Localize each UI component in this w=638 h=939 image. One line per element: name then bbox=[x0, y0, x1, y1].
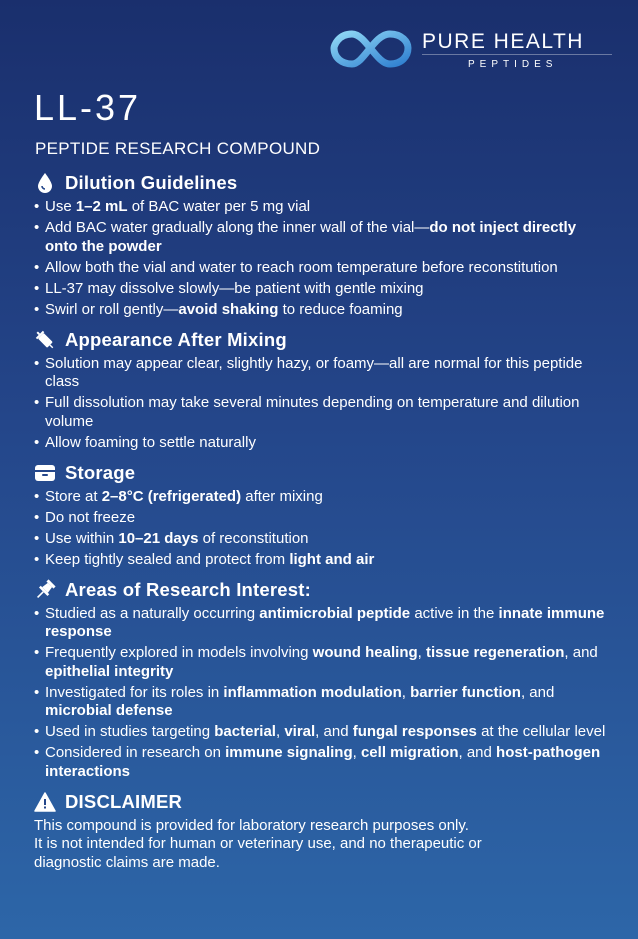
list-item bbox=[34, 644, 609, 681]
bold-text: fungal responses bbox=[352, 723, 477, 740]
text: Full dissolution may take several minutes depending on temperature and dilution volume bbox=[45, 394, 580, 430]
brand-subtitle: PEPTIDES bbox=[468, 59, 558, 70]
text: , and bbox=[458, 744, 497, 761]
text: of reconstitution bbox=[198, 529, 309, 547]
bold-text: epithelial integrity bbox=[45, 662, 174, 680]
list-item bbox=[34, 198, 609, 217]
section-appearance bbox=[34, 327, 609, 453]
list-item bbox=[34, 723, 609, 742]
list-item bbox=[34, 259, 609, 278]
bold-text: viral bbox=[284, 723, 316, 740]
section-header bbox=[34, 460, 609, 486]
text: , and bbox=[315, 723, 353, 740]
section-heading: Areas of Research Interest: bbox=[65, 578, 311, 600]
text: Swirl or roll gently— bbox=[45, 300, 179, 318]
brand-name: PURE HEALTH bbox=[422, 30, 584, 53]
section-heading: Storage bbox=[65, 461, 136, 483]
bold-text: wound healing bbox=[312, 644, 418, 661]
text: of BAC water per 5 mg vial bbox=[127, 198, 311, 215]
item-list bbox=[34, 198, 609, 319]
infinity-loop-icon bbox=[330, 26, 412, 70]
bold-text: 2–8°C (refrigerated) bbox=[101, 487, 242, 505]
text: Investigated for its roles in bbox=[45, 683, 224, 701]
text: Frequently explored in models involving bbox=[45, 644, 313, 661]
list-item bbox=[34, 355, 609, 392]
brand-divider bbox=[422, 54, 612, 55]
list-item bbox=[34, 530, 609, 549]
section-disclaimer bbox=[34, 789, 609, 873]
text: Add BAC water gradually along the inner wall of the vial— bbox=[45, 219, 430, 236]
bold-text: cell migration bbox=[360, 744, 459, 761]
disclaimer-line: diagnostic claims are made. bbox=[34, 853, 220, 871]
bold-text: innate immune response bbox=[45, 604, 605, 640]
text: Studied as a naturally occurring bbox=[45, 604, 260, 622]
content bbox=[34, 170, 609, 872]
bold-text: barrier function bbox=[410, 683, 521, 701]
bold-text: antimicrobial peptide bbox=[259, 604, 411, 622]
section-storage bbox=[34, 460, 609, 570]
brand-logo bbox=[330, 24, 620, 74]
list-item bbox=[34, 219, 609, 256]
list-item bbox=[34, 394, 609, 431]
section-header bbox=[34, 170, 609, 196]
section-header bbox=[34, 327, 609, 353]
item-list bbox=[34, 488, 609, 570]
list-item bbox=[34, 744, 609, 781]
text: Used in studies targeting bbox=[45, 723, 215, 740]
text: Solution may appear clear, slightly hazy, or foamy—all are normal for this peptide class bbox=[45, 354, 583, 390]
bold-text: light and air bbox=[289, 550, 375, 568]
text: Use within bbox=[45, 529, 119, 547]
text: , bbox=[417, 644, 426, 661]
text: Store at bbox=[45, 487, 102, 505]
item-list bbox=[34, 355, 609, 453]
bold-text: host-pathogen interactions bbox=[45, 744, 601, 780]
text: to reduce foaming bbox=[278, 300, 403, 318]
disclaimer-line: This compound is provided for laboratory research purposes only. bbox=[34, 816, 469, 834]
list-item bbox=[34, 509, 609, 528]
bold-text: 1–2 mL bbox=[75, 198, 128, 215]
bold-text: 10–21 days bbox=[118, 529, 199, 547]
text: Considered in research on bbox=[45, 744, 226, 761]
warning-icon bbox=[34, 791, 56, 813]
disclaimer-heading: DISCLAIMER bbox=[65, 790, 183, 812]
text: Allow both the vial and water to reach room temperature before reconstitution bbox=[45, 258, 558, 276]
item-list bbox=[34, 605, 609, 782]
text: , bbox=[401, 683, 411, 701]
list-item bbox=[34, 488, 609, 507]
bold-text: inflammation modulation bbox=[223, 683, 402, 701]
text: Use bbox=[45, 198, 76, 215]
section-dilution bbox=[34, 170, 609, 319]
product-subtitle: PEPTIDE RESEARCH COMPOUND bbox=[35, 139, 321, 158]
pushpin-icon bbox=[34, 579, 56, 601]
list-item bbox=[34, 280, 609, 299]
droplet-icon bbox=[34, 172, 56, 194]
section-heading: Dilution Guidelines bbox=[65, 172, 238, 193]
list-item bbox=[34, 434, 609, 453]
product-title: LL-37 bbox=[34, 87, 142, 128]
bold-text: do not inject directly onto the powder bbox=[45, 219, 577, 255]
list-item bbox=[34, 684, 609, 721]
bold-text: tissue regeneration bbox=[426, 644, 565, 661]
text: , bbox=[275, 723, 285, 740]
storage-box-icon bbox=[34, 462, 56, 484]
list-item bbox=[34, 301, 609, 320]
text: Keep tightly sealed and protect from bbox=[45, 550, 290, 568]
text: , bbox=[352, 744, 361, 761]
bold-text: avoid shaking bbox=[178, 300, 279, 318]
text: after mixing bbox=[241, 487, 323, 505]
section-header bbox=[34, 789, 609, 815]
section-header bbox=[34, 577, 609, 603]
bold-text: microbial defense bbox=[45, 702, 173, 719]
text: active in the bbox=[410, 604, 499, 622]
list-item bbox=[34, 551, 609, 570]
text: , and bbox=[564, 644, 598, 661]
bold-text: immune signaling bbox=[225, 744, 353, 761]
section-heading: Appearance After Mixing bbox=[65, 328, 287, 350]
syringe-icon bbox=[34, 329, 56, 351]
text: LL-37 may dissolve slowly—be patient with gentle mixing bbox=[45, 279, 424, 297]
text: Allow foaming to settle naturally bbox=[45, 433, 256, 451]
disclaimer-line: It is not intended for human or veterinary use, and no therapeutic or bbox=[34, 835, 482, 852]
text: , and bbox=[520, 683, 555, 701]
bold-text: bacterial bbox=[214, 723, 276, 740]
list-item bbox=[34, 605, 609, 642]
text: at the cellular level bbox=[476, 723, 606, 740]
text: Do not freeze bbox=[45, 508, 136, 526]
section-research bbox=[34, 577, 609, 782]
